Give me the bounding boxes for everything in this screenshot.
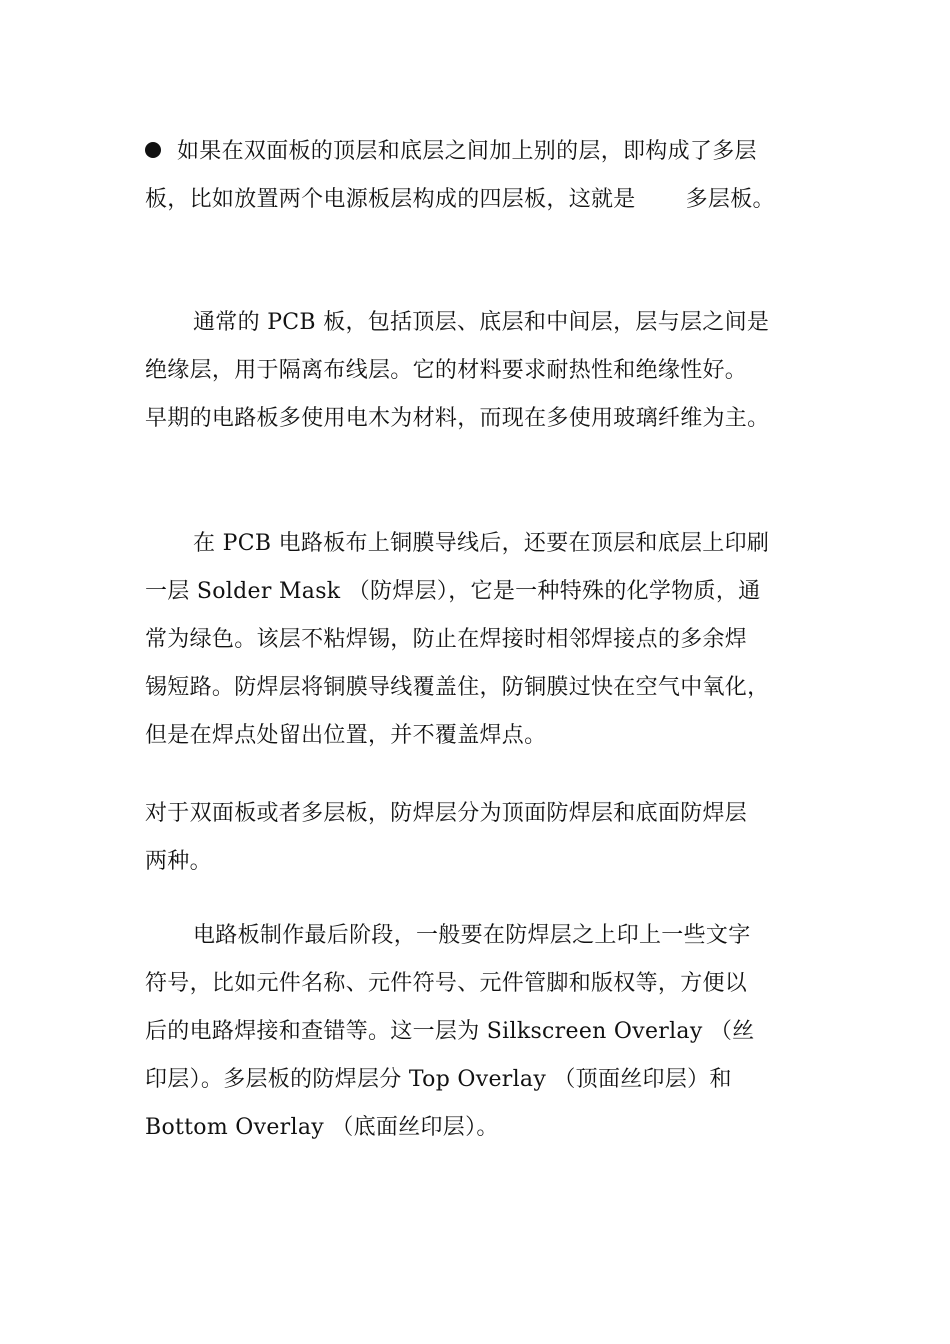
text-line: 两种。 — [145, 849, 212, 874]
text-line: 早期的电路板多使用电木为材料，而现在多使用玻璃纤维为主。 — [145, 406, 770, 431]
paragraph-multilayer-board — [145, 128, 805, 224]
text-line: 但是在焊点处留出位置，并不覆盖焊点。 — [145, 723, 547, 748]
paragraph-line — [145, 176, 805, 224]
text-line: 多层板。 — [685, 187, 775, 212]
text-line: 绝缘层，用于隔离布线层。它的材料要求耐热性和绝缘性好。 — [145, 358, 748, 383]
text-line: 对于双面板或者多层板，防焊层分为顶面防焊层和底面防焊层 — [145, 801, 748, 826]
text-line: 在 PCB 电路板布上铜膜导线后，还要在顶层和底层上印刷 — [193, 531, 770, 556]
paragraph-silkscreen — [145, 912, 805, 1152]
paragraph-solder-mask-types — [145, 790, 805, 886]
bullet-icon — [145, 142, 161, 158]
paragraph-pcb-layers — [145, 299, 805, 443]
text-line: 一层 Solder Mask （防焊层），它是一种特殊的化学物质，通 — [145, 579, 761, 604]
text-line: 常为绿色。该层不粘焊锡，防止在焊接时相邻焊接点的多余焊 — [145, 627, 748, 652]
text-line: Bottom Overlay （底面丝印层）。 — [145, 1115, 499, 1140]
text-line: 如果在双面板的顶层和底层之间加上别的层，即构成了多层 — [177, 139, 757, 164]
text-line: 锡短路。防焊层将铜膜导线覆盖住，防铜膜过快在空气中氧化， — [145, 675, 770, 700]
paragraph-solder-mask — [145, 520, 805, 760]
text-line: 后的电路焊接和查错等。这一层为 Silkscreen Overlay （丝 — [145, 1019, 755, 1044]
text-line: 电路板制作最后阶段，一般要在防焊层之上印上一些文字 — [193, 923, 751, 948]
text-line: 通常的 PCB 板，包括顶层、底层和中间层，层与层之间是 — [193, 310, 770, 335]
text-line: 板，比如放置两个电源板层构成的四层板，这就是 — [145, 187, 636, 212]
text-line: 符号，比如元件名称、元件符号、元件管脚和版权等，方便以 — [145, 971, 748, 996]
paragraph-line — [145, 128, 805, 176]
text-line: 印层）。多层板的防焊层分 Top Overlay （顶面丝印层）和 — [145, 1067, 732, 1092]
